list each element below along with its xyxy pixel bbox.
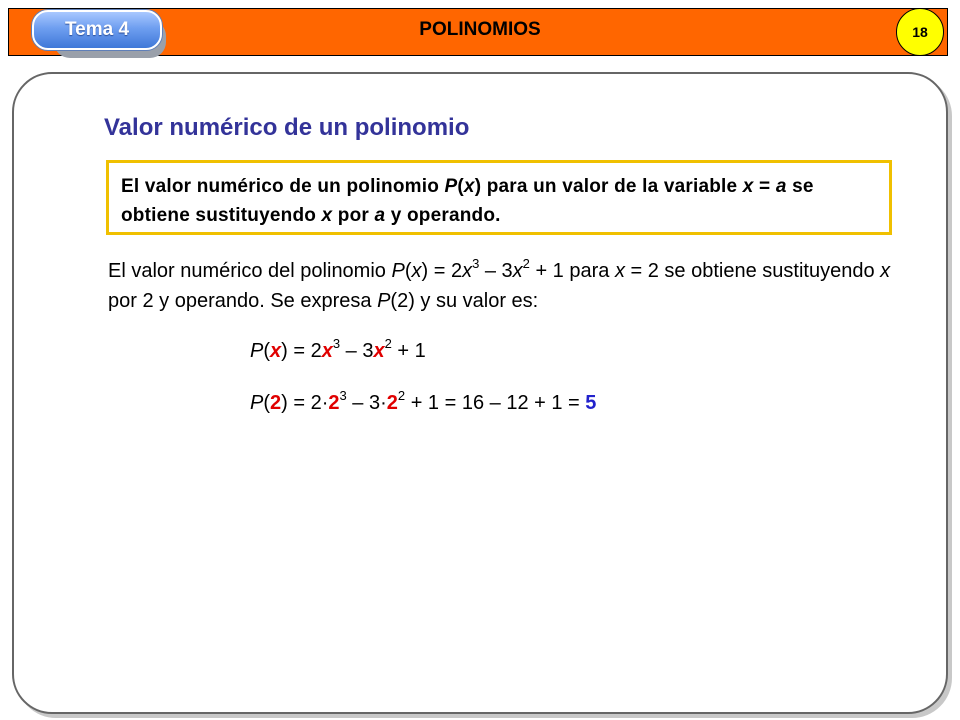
header-title: POLINOMIOS: [419, 19, 541, 40]
explanation-text: (: [404, 260, 412, 282]
highlight-var: x: [270, 340, 282, 362]
section-title: Valor numérico de un polinomio: [104, 114, 470, 141]
definition-box: [106, 160, 892, 235]
definition-text: (: [457, 176, 464, 197]
explanation-text: + 1 para: [529, 260, 615, 282]
explanation-var: P: [377, 290, 391, 312]
definition-text: por: [332, 205, 375, 226]
formula-text: ) = 2: [281, 340, 322, 362]
exponent: 3: [332, 336, 341, 352]
exponent: 3: [472, 256, 480, 272]
definition-text: =: [753, 176, 776, 197]
formula-text: (: [263, 392, 271, 414]
highlight-value: 2: [386, 392, 398, 414]
definition-var: x: [742, 176, 754, 197]
exponent: 2: [397, 388, 406, 404]
explanation-var: x: [411, 260, 422, 282]
explanation-text: (2) y su valor es:: [390, 290, 539, 312]
explanation-paragraph: [108, 256, 898, 316]
exponent: 3: [339, 388, 347, 404]
definition-var: P: [444, 176, 458, 197]
explanation-var: x: [462, 260, 473, 282]
page-number-badge: 18: [896, 8, 944, 56]
formula-text: – 3: [340, 340, 374, 362]
evaluation-formula: [250, 390, 596, 416]
formula-var: P: [250, 392, 264, 414]
explanation-text: El valor numérico del polinomio: [108, 260, 392, 282]
result-value: 5: [585, 392, 597, 414]
highlight-var: x: [373, 340, 385, 362]
definition-var: a: [775, 176, 787, 197]
tema-tab-badge[interactable]: Tema 4: [32, 10, 162, 50]
explanation-var: x: [880, 260, 891, 282]
definition-var: x: [463, 176, 475, 197]
formula-text: – 3·: [346, 392, 387, 414]
highlight-value: 2: [328, 392, 340, 414]
explanation-text: por 2 y operando. Se expresa: [108, 290, 378, 312]
highlight-var: x: [321, 340, 333, 362]
formula-text: + 1: [391, 340, 426, 362]
explanation-text: = 2 se obtiene sustituyendo: [624, 260, 881, 282]
explanation-var: x: [512, 260, 523, 282]
formula-text: + 1 = 16 – 12 + 1 =: [405, 392, 586, 414]
formula-text: ) = 2·: [281, 392, 329, 414]
definition-var: x: [321, 205, 333, 226]
explanation-var: P: [391, 260, 405, 282]
formula-text: (: [263, 340, 271, 362]
definition-text: y operando.: [385, 205, 501, 226]
definition-var: a: [374, 205, 386, 226]
highlight-value: 2: [270, 392, 282, 414]
exponent: 2: [384, 336, 392, 352]
polynomial-formula: [250, 338, 426, 364]
definition-text: ) para un valor de la variable: [474, 176, 743, 197]
exponent: 2: [522, 256, 530, 272]
explanation-var: x: [614, 260, 625, 282]
definition-text: El valor numérico de un polinomio: [121, 176, 445, 197]
explanation-text: – 3: [479, 260, 513, 282]
formula-var: P: [250, 340, 264, 362]
explanation-text: ) = 2: [421, 260, 463, 282]
definition-text: se obtiene sustituyendo: [121, 176, 814, 226]
